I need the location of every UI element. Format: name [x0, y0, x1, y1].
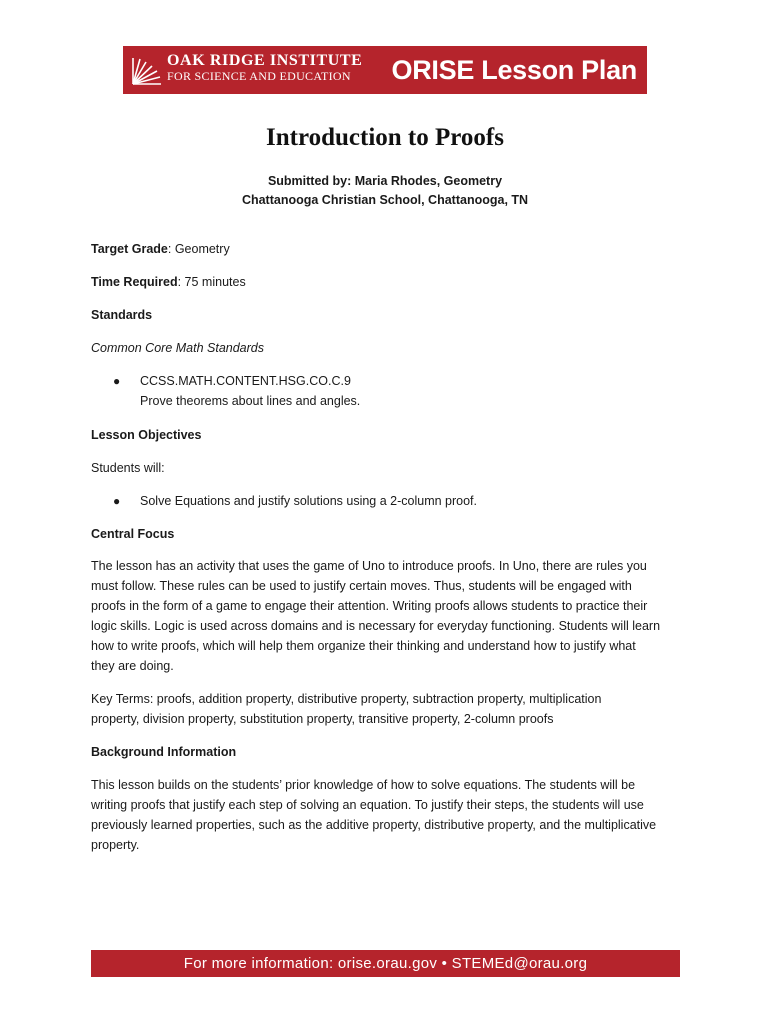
org-name-line2: FOR SCIENCE AND EDUCATION [167, 68, 351, 83]
paragraph-line: writing proofs that justify each step of solving an equation. To justify their steps, the students will use [91, 798, 644, 812]
target-grade-value: : Geometry [167, 242, 230, 256]
paragraph-line: The lesson has an activity that uses the game of Uno to introduce proofs. In Uno, there are rules you [91, 559, 647, 573]
header-banner [123, 46, 647, 94]
paragraph-line: Key Terms: proofs, addition property, distributive property, subtraction property, multiplication [91, 692, 602, 706]
central-focus-heading: Central Focus [91, 527, 175, 541]
banner-title: ORISE Lesson Plan [391, 55, 637, 85]
paragraph-line: previously learned properties, such as the additive property, distributive property, and the multiplicative [91, 818, 657, 832]
target-grade-label: Target Grade [91, 242, 168, 256]
paragraph-line: property. [91, 838, 140, 852]
paragraph-line: property, division property, substitution property, transitive property, 2-column proofs [91, 712, 554, 726]
paragraph-line: must follow. These rules can be used to justify certain moves. Thus, students will be engaged with [91, 579, 632, 593]
time-required-value: : 75 minutes [177, 275, 246, 289]
paragraph-line: proofs in the form of a game to engage their attention. Writing proofs allows students to practice their [91, 599, 648, 613]
standards-heading: Standards [91, 308, 153, 322]
background-heading: Background Information [91, 745, 237, 759]
org-name-line1: OAK RIDGE INSTITUTE [167, 52, 363, 69]
submission-info [0, 172, 770, 210]
key-terms-paragraph [91, 689, 681, 729]
document-title: Introduction to Proofs [266, 124, 504, 151]
time-required-field [91, 272, 246, 292]
objectives-heading: Lesson Objectives [91, 428, 202, 442]
footer-banner: For more information: orise.orau.gov • STEMEd@orau.org [91, 950, 680, 977]
background-paragraph [91, 775, 681, 855]
central-focus-paragraph [91, 556, 681, 676]
standard-description: Prove theorems about lines and angles. [140, 394, 361, 408]
target-grade-field [91, 239, 230, 259]
paragraph-line: This lesson builds on the students’ prior knowledge of how to solve equations. The students will be [91, 778, 636, 792]
sunburst-logo-icon [131, 54, 163, 86]
objectives-intro: Students will: [91, 461, 165, 475]
submitted-by: Submitted by: Maria Rhodes, Geometry [267, 174, 503, 188]
school-name: Chattanooga Christian School, Chattanooga, TN [241, 193, 529, 207]
bullet-icon: ● [113, 494, 121, 508]
standards-subheading: Common Core Math Standards [91, 341, 264, 355]
standard-code: CCSS.MATH.CONTENT.HSG.CO.C.9 [140, 374, 351, 388]
paragraph-line: they are doing. [91, 659, 174, 673]
time-required-label: Time Required [91, 275, 178, 289]
paragraph-line: how to write proofs, which will help them organize their thinking and understand how to justify what [91, 639, 636, 653]
objective-text: Solve Equations and justify solutions using a 2-column proof. [140, 494, 477, 508]
bullet-icon: ● [113, 374, 121, 388]
org-name [167, 53, 362, 82]
paragraph-line: logic skills. Logic is used across domains and is necessary for everyday functioning. Students will learn [91, 619, 661, 633]
